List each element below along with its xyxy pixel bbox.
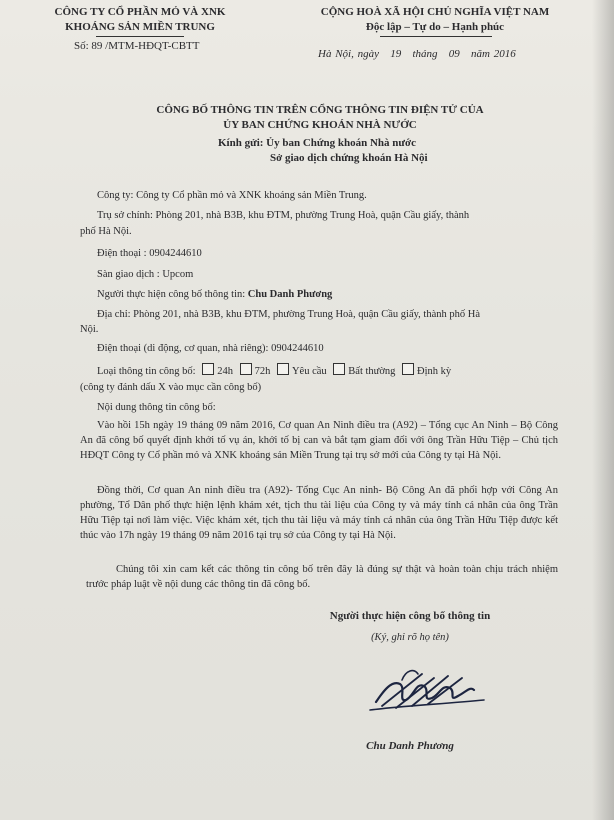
address-line1: Trụ sở chính: Phòng 201, nhà B3B, khu ĐTM, phường Trung Hoà, quận Cầu giấy, thành — [97, 210, 470, 221]
date-day: 19 — [390, 48, 402, 60]
exchange-field: Sàn giao dịch : Upcom — [97, 269, 194, 280]
opt-irregular-label: Bất thường — [348, 366, 396, 377]
address-line2: phố Hà Nội. — [80, 226, 132, 237]
recipient-2: Sở giao dịch chứng khoán Hà Nội — [270, 152, 428, 164]
recipient-label: Kính gửi: — [218, 137, 264, 149]
opt-72h-label: 72h — [254, 366, 271, 377]
signatory-name: Chu Danh Phương — [366, 740, 454, 752]
signature-label: Người thực hiện công bố thông tin — [329, 610, 491, 622]
discloser-field — [97, 289, 332, 300]
discloser-address-line1: Địa chỉ: Phòng 201, nhà B3B, khu ĐTM, phường Trung Hoà, quận Cầu giấy, thành phố Hà — [97, 309, 480, 320]
recipient-1: Ủy ban Chứng khoán Nhà nước — [266, 137, 416, 149]
phone-field: Điện thoại : 0904244610 — [97, 248, 202, 259]
content-label: Nội dung thông tin công bố: — [97, 402, 216, 413]
discloser-phone-field — [97, 343, 324, 354]
title-line2: ỦY BAN CHỨNG KHOÁN NHÀ NƯỚC — [223, 119, 417, 131]
header-divider-left — [96, 36, 184, 37]
discloser-address-line2: Nội. — [80, 324, 99, 335]
info-type-note: (công ty đánh dấu X vào mục cần công bố) — [80, 382, 262, 393]
discloser-phone: 0904244610 — [271, 343, 324, 354]
date-year: năm 2016 — [471, 48, 516, 60]
checkbox-periodic[interactable] — [402, 363, 414, 375]
nation-motto: Độc lập – Tự do – Hạnh phúc — [365, 21, 505, 33]
opt-24h-label: 24h — [217, 366, 233, 377]
checkbox-24h[interactable] — [202, 363, 214, 375]
company-name-line2: KHOÁNG SẢN MIỀN TRUNG — [65, 21, 215, 33]
body-paragraph-2: Đồng thời, Cơ quan An ninh điều tra (A92)- Tổng Cục An ninh- Bộ Công An đã phối hợp với Công An phường, Tổ Dân phố thực hiện lệnh khám xét, tịch thu tài liệu của Công ty và máy tính cá nhân của ông Trần Hữu Tiệp tại nơi làm việc. Việc khám xét, tịch thu tài liệu và máy tính cá nhân của ông Trần Hữu Tiệp được kết thúc vào 17h ngày 19 tháng 09 năm 2016 tại trụ sở của Công ty tại Hà Nội. — [80, 485, 558, 541]
checkbox-irregular[interactable] — [333, 363, 345, 375]
photo-edge-shadow — [592, 0, 614, 820]
discloser-label: Người thực hiện công bố thông tin: — [97, 289, 246, 300]
title-line1: CÔNG BỐ THÔNG TIN TRÊN CỔNG THÔNG TIN ĐIỆN TỬ CỦA — [156, 104, 484, 116]
handwritten-signature — [362, 662, 492, 720]
date-month: 09 — [448, 48, 460, 60]
checkbox-72h[interactable] — [240, 363, 252, 375]
discloser-phone-label: Điện thoại (di động, cơ quan, nhà riêng): — [97, 343, 269, 354]
body-paragraph-1: Vào hồi 15h ngày 19 tháng 09 năm 2016, Cơ quan An Ninh điều tra (A92) – Tổng cục An Ninh – Bộ Công An đã công bố quyết định khởi tố vụ án, khởi tố bị can và bắt tạm giam đối với ông Trần Hữu Tiệp – Chủ tịch HĐQT Công ty Cổ phần mỏ và XNK khoáng sản Miền Trung tại trụ sở mới của Công ty tại Hà Nội. — [80, 420, 558, 461]
checkbox-request[interactable] — [277, 363, 289, 375]
discloser-name: Chu Danh Phương — [247, 289, 333, 300]
nation-title: CỘNG HOÀ XÃ HỘI CHỦ NGHĨA VIỆT NAM — [320, 6, 550, 18]
document-date — [318, 48, 516, 60]
opt-request-label: Yêu cầu — [291, 366, 327, 377]
date-place: Hà Nội, ngày — [318, 48, 379, 60]
company-name-line1: CÔNG TY CỔ PHẦN MỎ VÀ XNK — [54, 6, 226, 18]
info-type-label: Loại thông tin công bố: — [97, 366, 196, 377]
info-type-row — [97, 363, 451, 377]
body-paragraph-3: Chúng tôi xin cam kết các thông tin công bố trên đây là đúng sự thật và hoàn toàn chịu trách nhiệm trước pháp luật về nội dung các thông tin đã công bố. — [86, 564, 558, 590]
header-divider-right — [380, 36, 492, 37]
date-month-label: tháng — [412, 48, 438, 60]
opt-periodic-label: Định kỳ — [417, 366, 452, 377]
document-number: Số: 89 /MTM-HĐQT-CBTT — [74, 40, 200, 52]
signature-note: (Ký, ghi rõ họ tên) — [371, 632, 449, 643]
recipient-line1 — [218, 137, 416, 149]
company-field: Công ty: Công ty Cổ phần mỏ và XNK khoáng sản Miền Trung. — [97, 190, 367, 201]
